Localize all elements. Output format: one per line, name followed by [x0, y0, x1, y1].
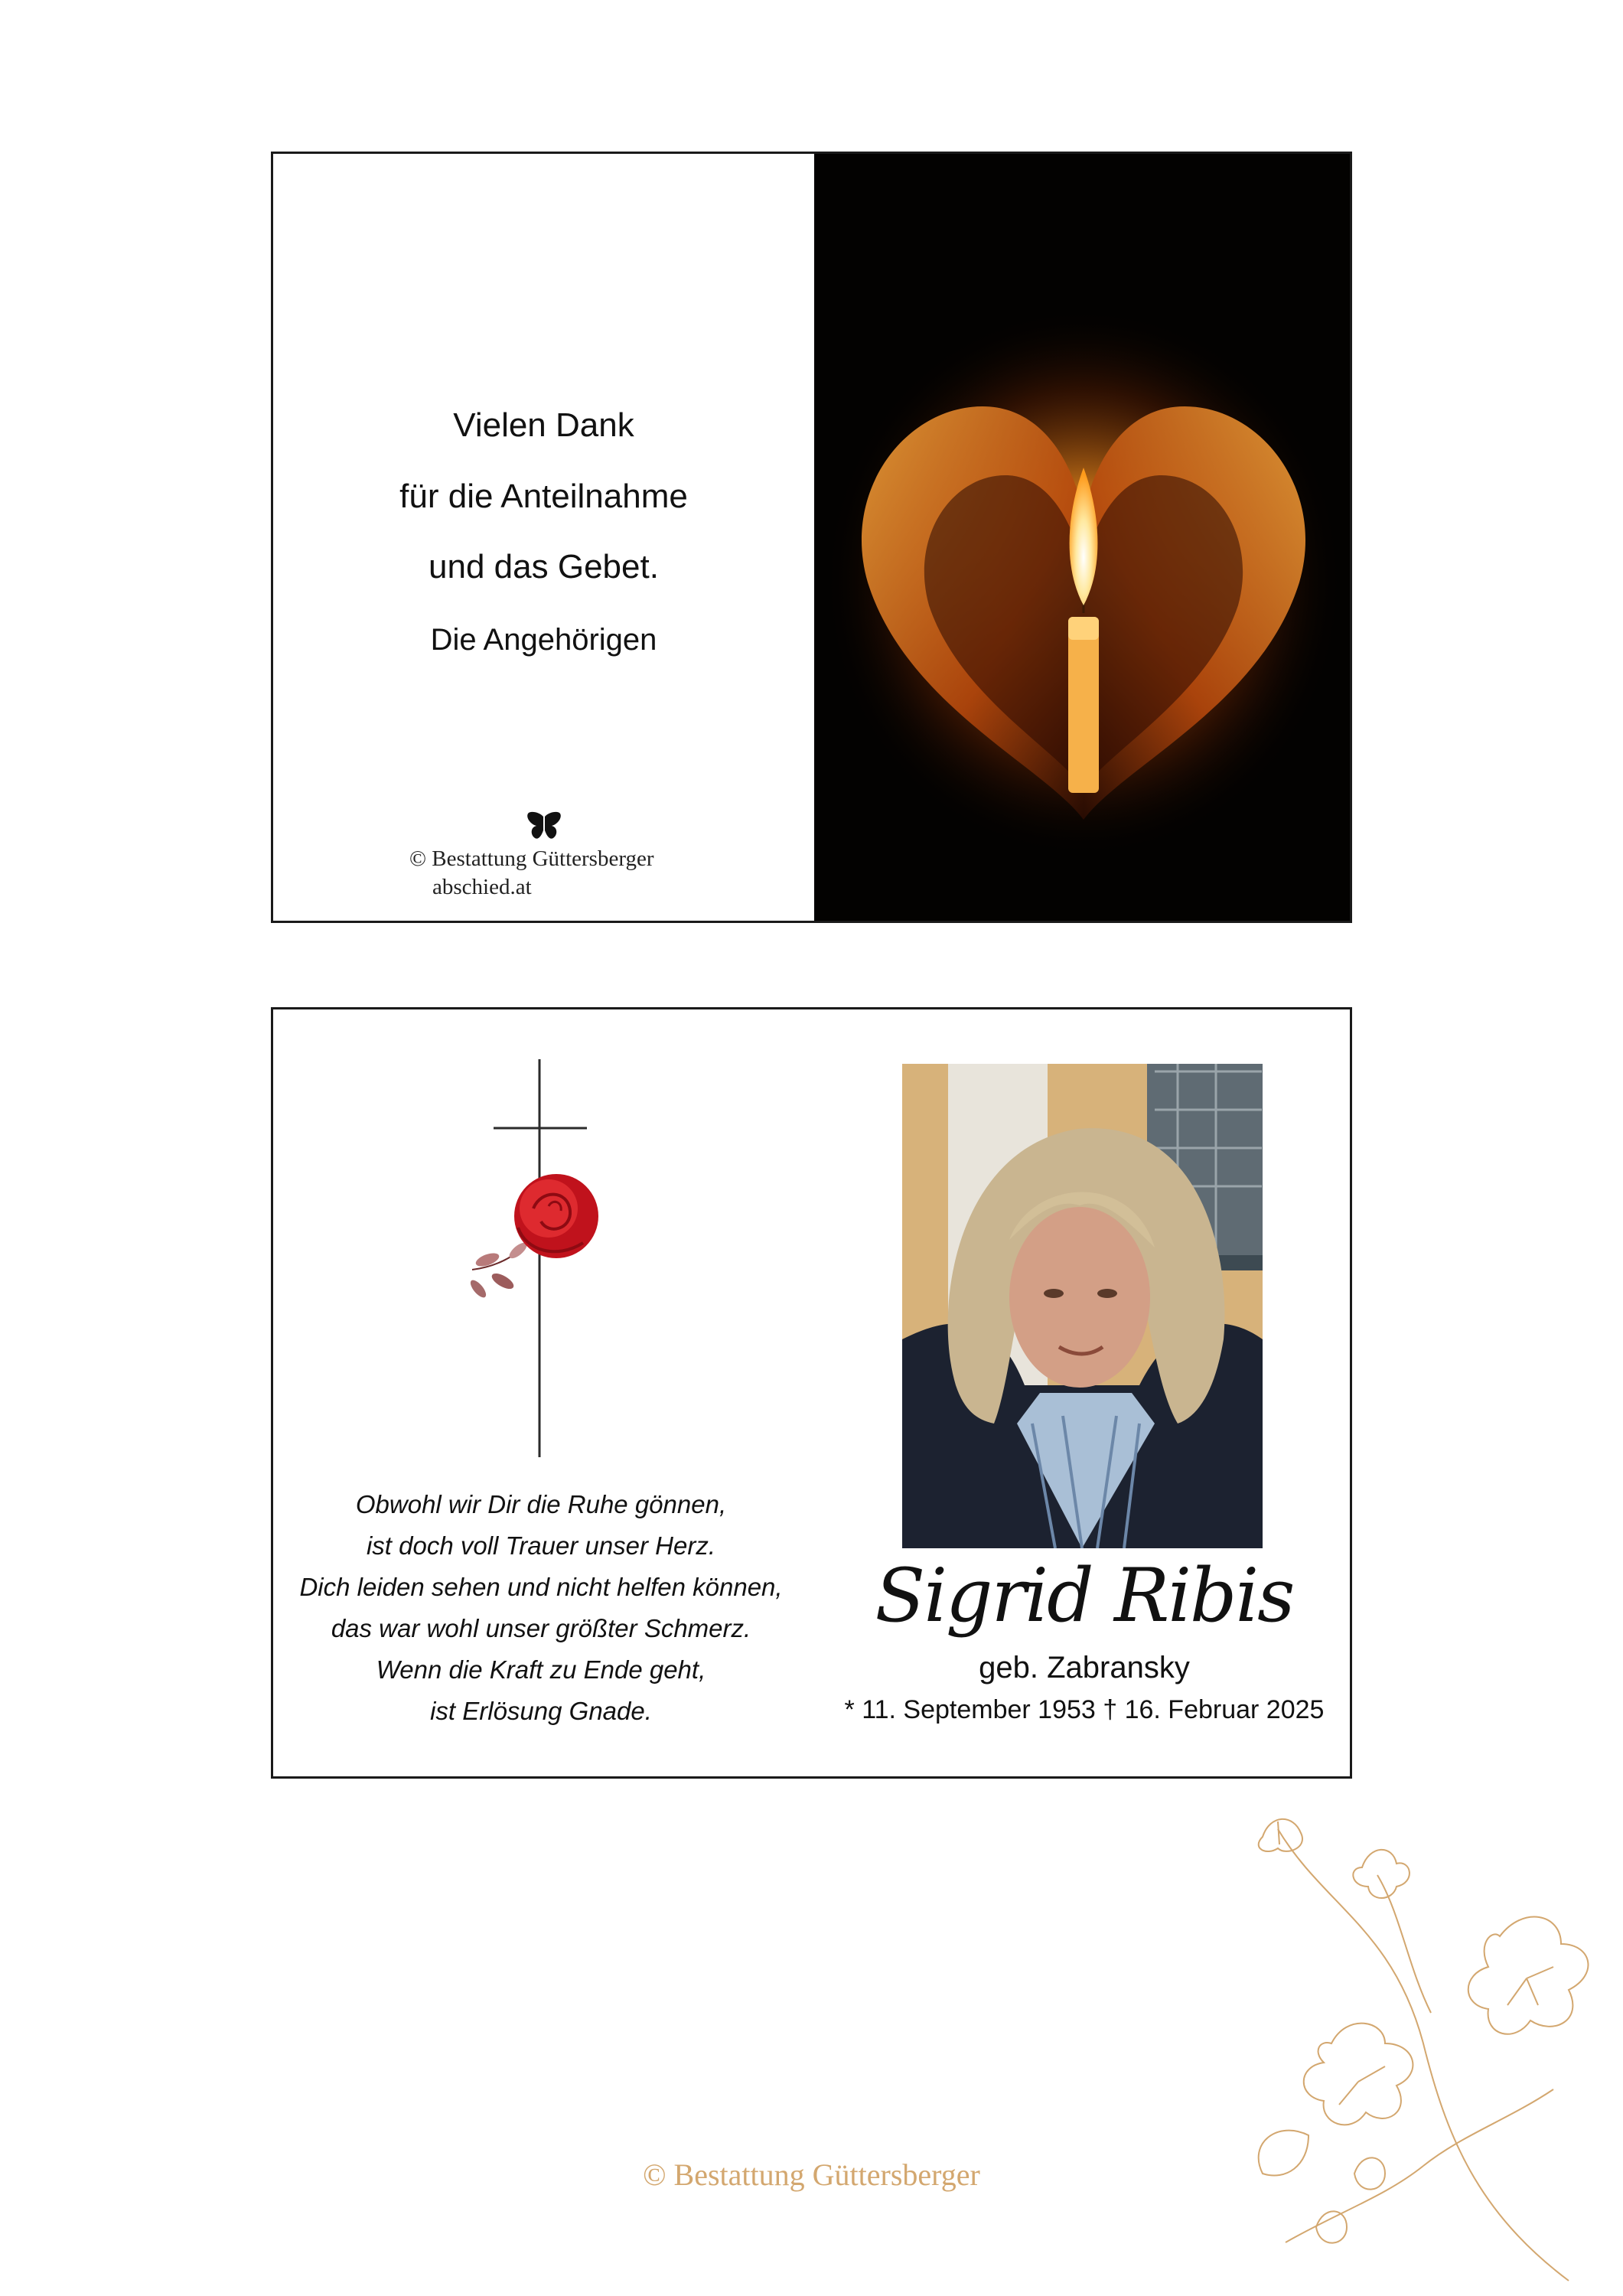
life-dates: * 11. September 1953 † 16. Februar 2025	[844, 1695, 1325, 1724]
maiden-name: geb. Zabransky	[979, 1651, 1190, 1684]
thanks-line-3: und das Gebet.	[429, 548, 659, 585]
publisher-credit	[409, 845, 653, 902]
verse-line: Dich leiden sehen und nicht helfen können,	[299, 1573, 783, 1601]
publisher-website: abschied.at	[432, 875, 532, 899]
candle-heart-hands-icon	[814, 154, 1352, 921]
verse-line: ist doch voll Trauer unser Herz.	[366, 1531, 716, 1560]
thanks-line-2: für die Anteilnahme	[399, 478, 688, 515]
verse-line: das war wohl unser größter Schmerz.	[331, 1614, 751, 1642]
publisher-name: © Bestattung Güttersberger	[409, 846, 654, 871]
candle-image	[814, 154, 1352, 921]
verse-line: ist Erlösung Gnade.	[430, 1697, 652, 1725]
thank-you-text-panel	[273, 154, 814, 921]
thanks-signature: Die Angehörigen	[430, 623, 657, 657]
memorial-card	[271, 1007, 1352, 1779]
portrait-photo	[902, 1064, 1263, 1548]
verse-line: Wenn die Kraft zu Ende geht,	[376, 1655, 706, 1684]
gold-flower-decoration-icon	[1232, 1814, 1599, 2288]
memorial-verse	[273, 1484, 809, 1732]
footer-credit: © Bestattung Güttersberger	[643, 2157, 980, 2192]
butterfly-icon	[526, 810, 562, 841]
thanks-line-1: Vielen Dank	[453, 406, 634, 444]
cross-with-rose-icon	[442, 1059, 625, 1457]
deceased-name: Sigrid Ribis	[875, 1553, 1294, 1639]
thank-you-card	[271, 152, 1352, 923]
portrait-photo-icon	[902, 1064, 1263, 1548]
verse-line: Obwohl wir Dir die Ruhe gönnen,	[355, 1490, 727, 1518]
